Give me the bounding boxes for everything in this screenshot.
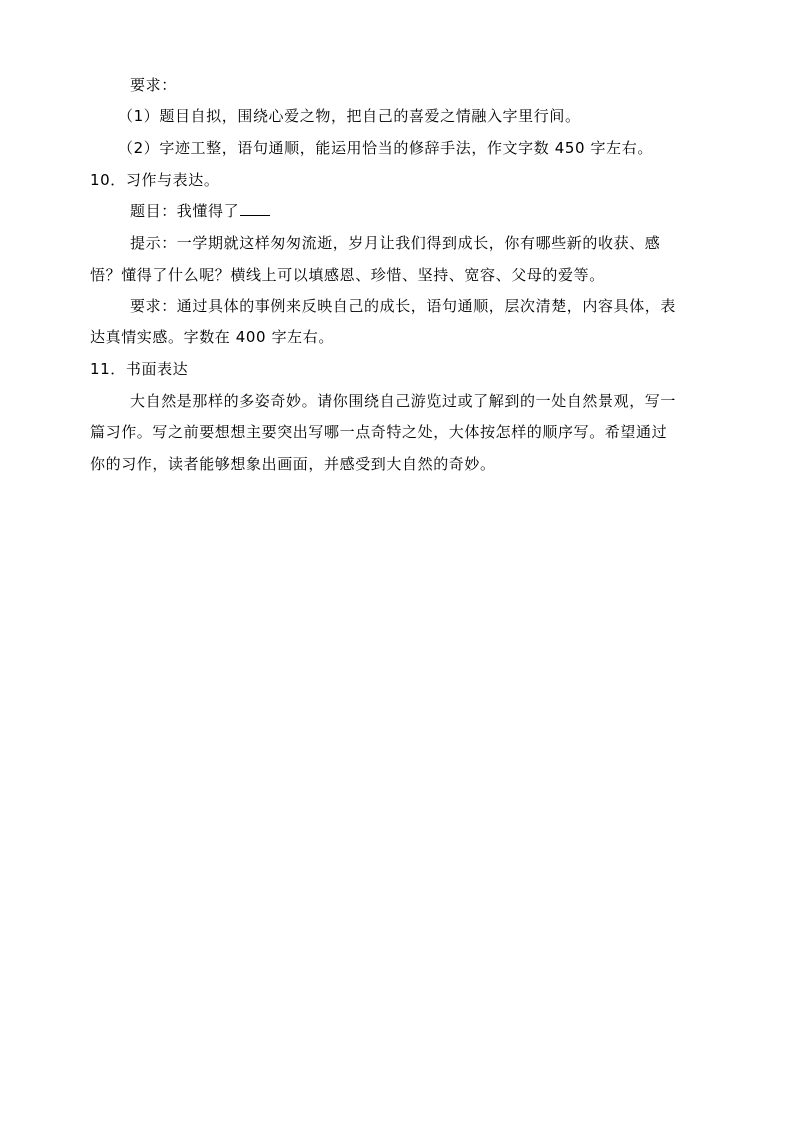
q10-heading: 10．习作与表达。 xyxy=(90,171,220,189)
q10-hint-line-2: 悟？懂得了什么呢？横线上可以填感恩、珍惜、坚持、宽容、父母的爱等。 xyxy=(90,266,605,284)
q10-hint-line-1: 提示：一学期就这样匆匆流逝，岁月让我们得到成长，你有哪些新的收获、感 xyxy=(130,234,661,252)
q9-requirement-1: （1）题目自拟，围绕心爱之物，把自己的喜爱之情融入字里行间。 xyxy=(118,107,581,125)
q11-paragraph-line-2: 篇习作。写之前要想想主要突出写哪一点奇特之处，大体按怎样的顺序写。希望通过 xyxy=(90,423,668,441)
q10-requirement-line-1: 要求：通过具体的事例来反映自己的成长，语句通顺，层次清楚，内容具体，表 xyxy=(130,297,677,315)
q10-title-line xyxy=(130,201,270,221)
q11-paragraph-line-1: 大自然是那样的多姿奇妙。请你围绕自己游览过或了解到的一处自然景观，写一 xyxy=(130,392,677,410)
q11-heading: 11．书面表达 xyxy=(90,360,189,378)
q9-requirements-label: 要求： xyxy=(130,76,177,94)
q9-requirement-2: （2）字迹工整，语句通顺，能运用恰当的修辞手法，作文字数 450 字左右。 xyxy=(118,139,653,157)
q10-title-prompt: 题目：我懂得了 xyxy=(130,202,240,220)
q10-requirement-line-2: 达真情实感。字数在 400 字左右。 xyxy=(90,328,334,346)
q11-paragraph-line-3: 你的习作，读者能够想象出画面，并感受到大自然的奇妙。 xyxy=(90,455,496,473)
fill-in-blank xyxy=(240,202,270,216)
